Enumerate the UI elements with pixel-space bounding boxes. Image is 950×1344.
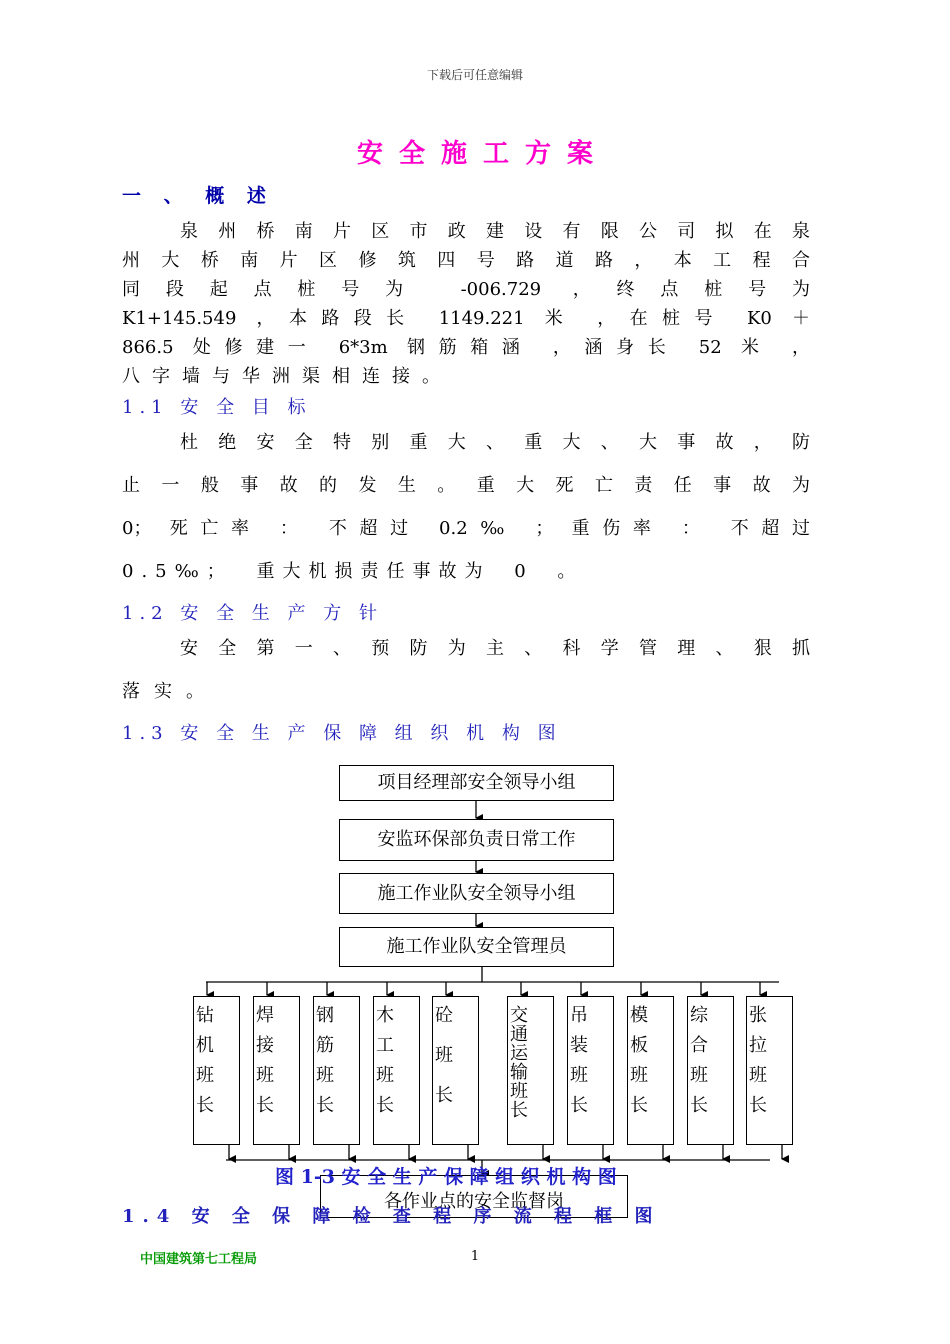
team-leader-char: 机 [196, 1035, 214, 1056]
team-leader-char: 板 [630, 1035, 648, 1056]
section-heading-org-chart: 1.3 安 全 生 产 保 障 组 织 机 构 图 [122, 723, 562, 744]
team-leader-char: 交 [510, 1005, 528, 1026]
paragraph-line: 八字墙与华洲渠相连接。 [122, 366, 452, 387]
org-box-safety-officer: 施工作业队安全管理员 [339, 927, 614, 967]
team-leader-char: 班 [435, 1045, 453, 1066]
section-heading-inspection-flow: 1.4 安 全 保 障 检 查 程 序 流 程 框 图 [122, 1206, 661, 1227]
team-leader-char: 长 [316, 1095, 334, 1116]
paragraph-line: 落实。 [122, 681, 218, 702]
team-leader-char: 钢 [316, 1005, 334, 1026]
paragraph-line: 州大桥南片区修筑四号路道路，本工程合 [122, 250, 810, 271]
team-leader-box [373, 996, 420, 1145]
team-leader-char: 长 [749, 1095, 767, 1116]
paragraph-line: 0.5‰； 重大机损责任事故为 0 。 [122, 561, 584, 582]
team-leader-char: 张 [749, 1005, 767, 1026]
org-box-team-leadership: 施工作业队安全领导小组 [339, 873, 614, 914]
page-number: 1 [470, 1249, 480, 1264]
team-leader-char: 班 [510, 1081, 528, 1102]
team-leader-char: 综 [690, 1005, 708, 1026]
team-leader-char: 班 [376, 1065, 394, 1086]
team-leader-box [313, 996, 360, 1145]
paragraph-line: 安全第一、预防为主、科学管理、狠抓 [180, 638, 810, 659]
org-box-safety-env-dept: 安监环保部负责日常工作 [339, 819, 614, 861]
paragraph-line: K1+145.549 ，本路段长 1149.221 米 ，在桩号 K0 ＋ [122, 308, 810, 329]
team-leader-char: 班 [256, 1065, 274, 1086]
team-leader-char: 接 [256, 1035, 274, 1056]
team-leader-char: 砼 [435, 1005, 453, 1026]
team-leader-char: 长 [690, 1095, 708, 1116]
paragraph-line: 866.5 处修建一 6*3m 钢筋箱涵 ，涵身长 52 米 ， [122, 337, 810, 358]
team-leader-char: 筋 [316, 1035, 334, 1056]
team-leader-char: 班 [570, 1065, 588, 1086]
team-leader-box [507, 996, 554, 1145]
team-leader-char: 班 [749, 1065, 767, 1086]
figure-caption: 图 1-3 安 全 生 产 保 障 组 织 机 构 图 [275, 1166, 617, 1188]
paragraph-line: 杜绝安全特别重大、重大、大事故，防 [180, 432, 810, 453]
team-leader-char: 工 [376, 1035, 394, 1056]
paragraph-line: 泉州桥南片区市政建设有限公司拟在泉 [180, 221, 810, 242]
team-leader-box [746, 996, 793, 1145]
team-leader-char: 通 [510, 1024, 528, 1045]
header-note: 下载后可任意编辑 [426, 68, 523, 82]
paragraph-line: 同段起点桩号为 -006.729 ，终点桩号为 [122, 279, 810, 300]
team-leader-char: 班 [196, 1065, 214, 1086]
team-leader-char: 长 [435, 1085, 453, 1106]
team-leader-char: 合 [690, 1035, 708, 1056]
team-leader-char: 长 [196, 1095, 214, 1116]
team-leader-box [432, 996, 479, 1145]
team-leader-char: 长 [570, 1095, 588, 1116]
paragraph-line: 止一般事故的发生。重大死亡责任事故为 [122, 475, 810, 496]
org-box-site-supervision: 各作业点的安全监督岗 [320, 1175, 628, 1218]
team-leader-char: 焊 [256, 1005, 274, 1026]
team-leader-char: 班 [316, 1065, 334, 1086]
team-leader-char: 木 [376, 1005, 394, 1026]
team-leader-char: 长 [376, 1095, 394, 1116]
paragraph-line: 0； 死亡率 ： 不超过 0.2‰ ； 重伤率 ： 不超过 [122, 518, 810, 539]
team-leader-char: 运 [510, 1043, 528, 1064]
document-title: 安全施工方案 [356, 139, 609, 169]
section-heading-safety-goal: 1.1 安 全 目 标 [122, 397, 312, 418]
team-leader-box [687, 996, 734, 1145]
team-leader-char: 模 [630, 1005, 648, 1026]
team-leader-char: 长 [630, 1095, 648, 1116]
team-leader-box [627, 996, 674, 1145]
team-leader-char: 拉 [749, 1035, 767, 1056]
team-leader-char: 装 [570, 1035, 588, 1056]
team-leader-char: 钻 [196, 1005, 214, 1026]
team-leader-box [567, 996, 614, 1145]
team-leader-char: 输 [510, 1062, 528, 1083]
team-leader-char: 长 [510, 1100, 528, 1121]
team-leader-box [253, 996, 300, 1145]
team-leader-char: 班 [690, 1065, 708, 1086]
section-heading-safety-policy: 1.2 安 全 生 产 方 针 [122, 603, 383, 624]
team-leader-char: 长 [256, 1095, 274, 1116]
org-box-project-leadership: 项目经理部安全领导小组 [339, 765, 614, 801]
team-leader-char: 吊 [570, 1005, 588, 1026]
team-leader-box [193, 996, 240, 1145]
team-leader-char: 班 [630, 1065, 648, 1086]
section-heading-overview: 一 、 概 述 [122, 185, 274, 207]
footer-company: 中国建筑第七工程局 [140, 1252, 258, 1267]
